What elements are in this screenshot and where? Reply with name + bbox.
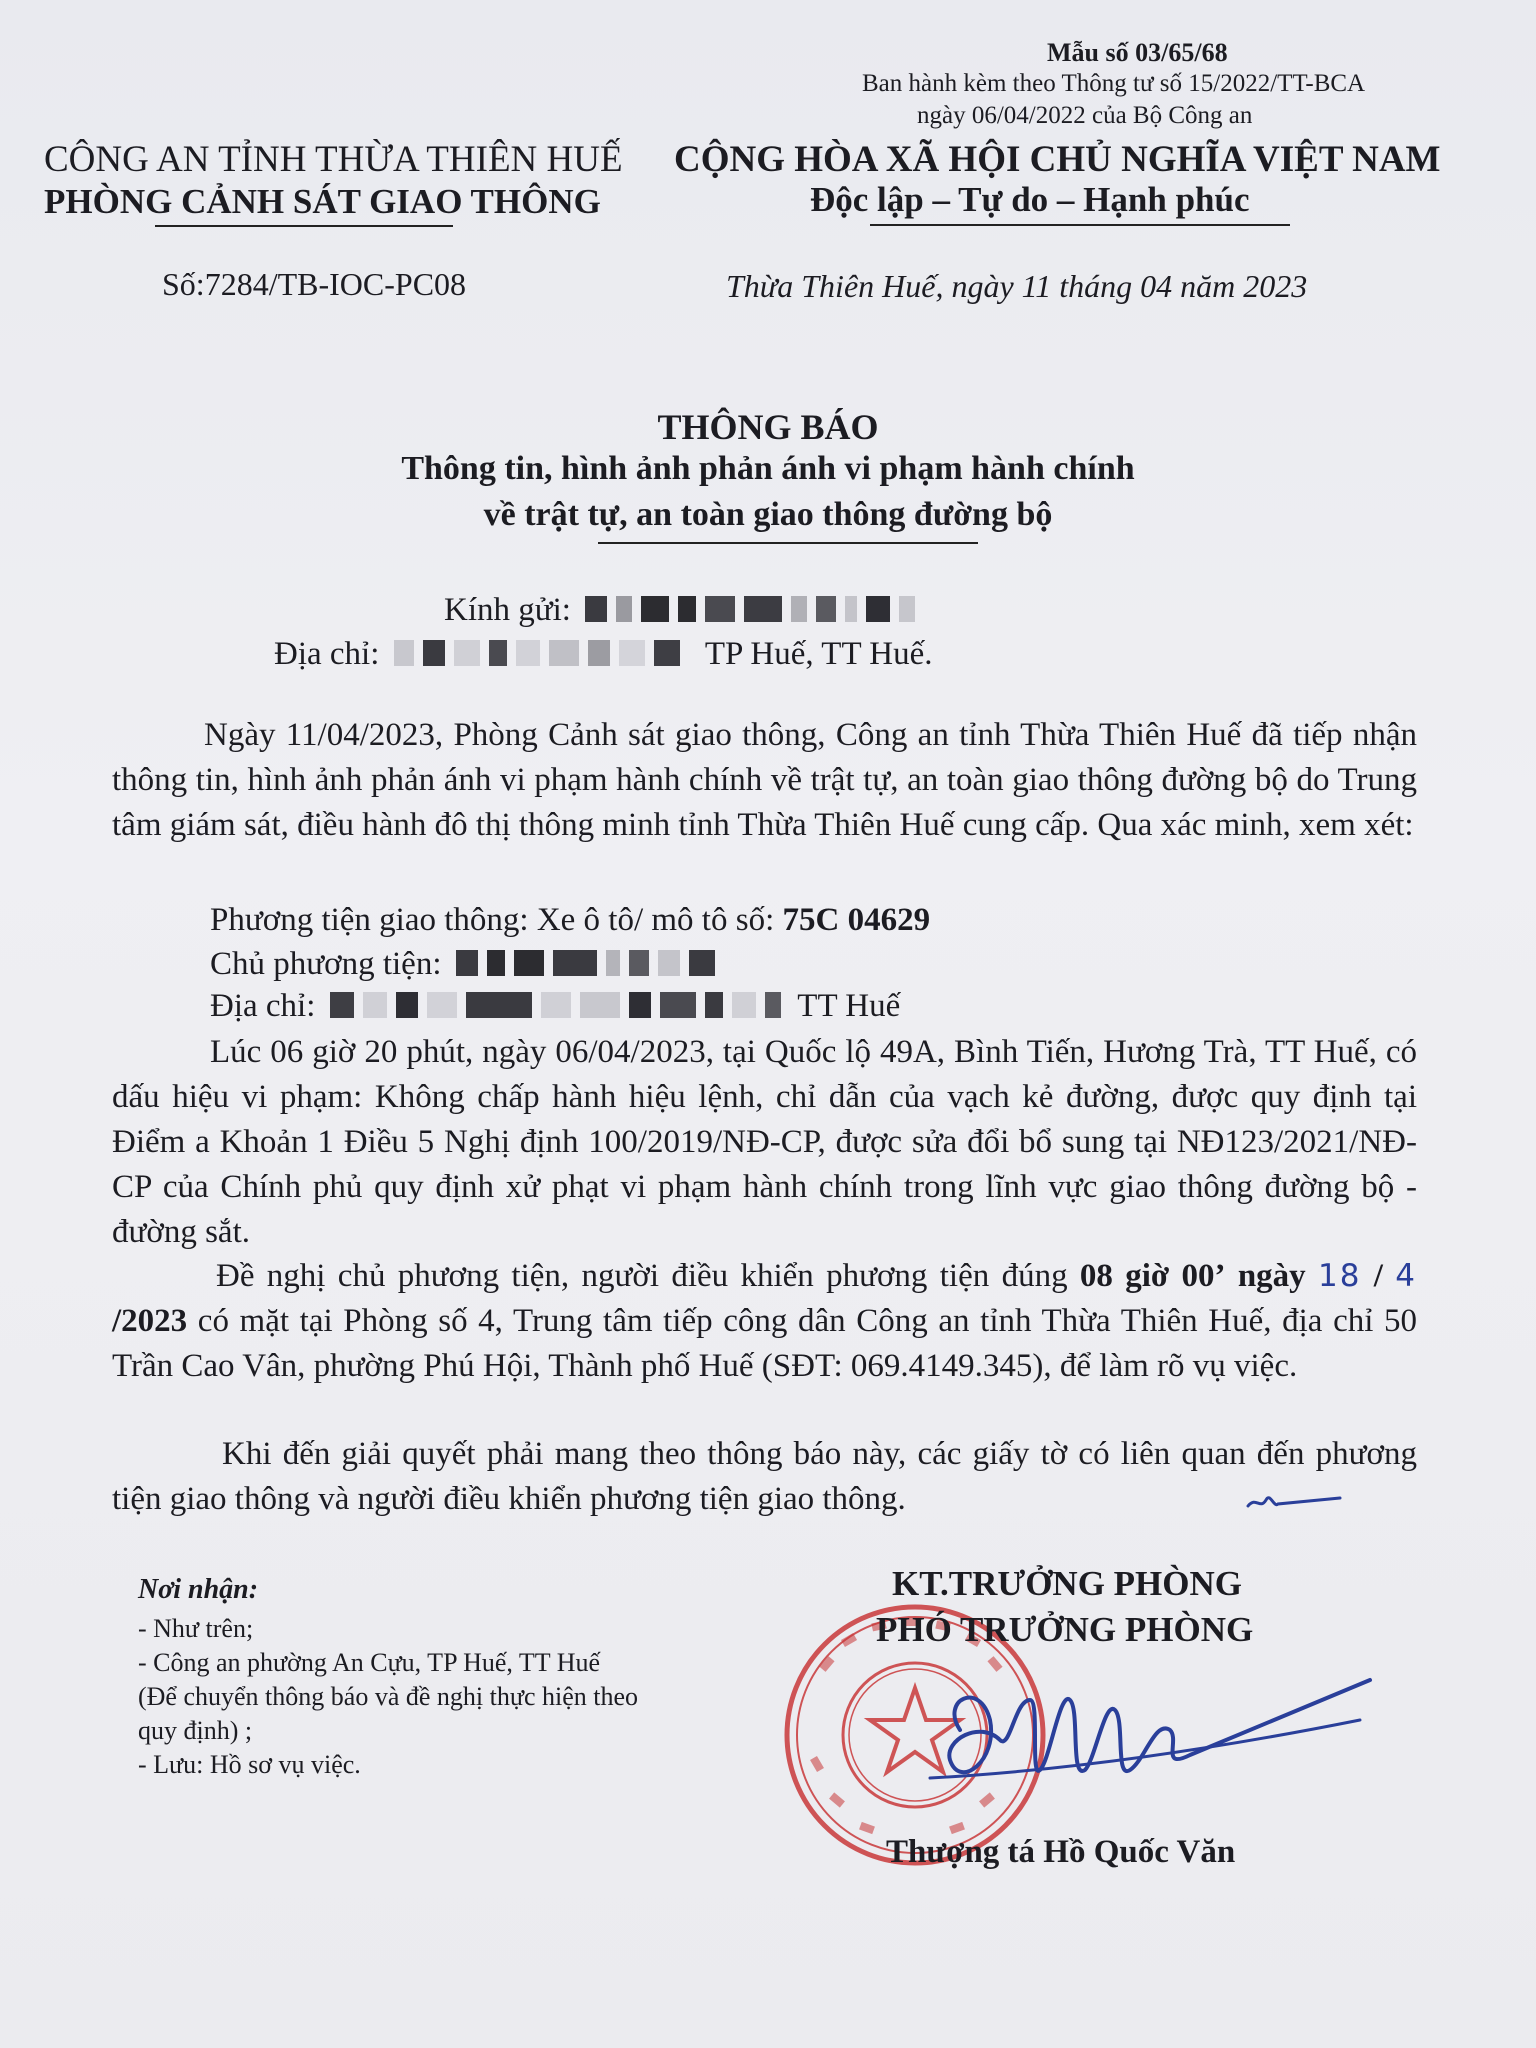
document-number: Số:7284/TB-IOC-PC08 [162,266,467,302]
redacted-address [394,638,689,675]
issued-by-line1: Ban hành kèm theo Thông tư số 15/2022/TT-BCA [862,70,1366,97]
recipient-label: Kính gửi: [444,592,571,628]
recipient-address-line [274,636,933,675]
vehicle-line [210,902,930,939]
redacted-owner-name [456,948,724,985]
vehicle-plate: 75C 04629 [782,902,931,938]
recipient-item: (Để chuyển thông báo và đề nghị thực hiện theo [138,1682,639,1711]
body-paragraph-2: Lúc 06 giờ 20 phút, ngày 06/04/2023, tại Quốc lộ 49A, Bình Tiến, Hương Trà, TT Huế, có dấu hiệu vi phạm: Không chấp hành hiệu lệnh, chỉ dẫn của vạch kẻ đường, được quy định tại Điểm a Khoản 1 Điều 5 Nghị định 100/2019/NĐ-CP, được sửa đổi bổ sung tại NĐ123/2021/NĐ-CP của Chính phủ quy định xử phạt vi phạm hành chính trong lĩnh vực giao thông đường bộ - đường sắt. [112,1034,1417,1250]
title-underline [598,542,978,544]
recipient-item: - Công an phường An Cựu, TP Huế, TT Huế [138,1648,601,1677]
owner-address-province: TT Huế [797,988,901,1024]
form-number: Mẫu số 03/65/68 [1047,38,1228,67]
signature-title-line1: KT.TRƯỞNG PHÒNG [892,1564,1242,1603]
signature-title-line2: PHÓ TRƯỞNG PHÒNG [876,1610,1254,1649]
redacted-recipient-name [585,594,924,631]
handwritten-day: 18 [1318,1258,1362,1294]
address-label: Địa chỉ: [274,636,380,672]
handwritten-month: 4 [1395,1258,1418,1294]
date-separator: / [1373,1258,1383,1294]
appointment-day-label: ngày [1237,1258,1306,1294]
motto-underline [870,224,1290,226]
document-subtitle-line1: Thông tin, hình ảnh phản ánh vi phạm hành chính [401,450,1135,487]
document-subtitle-line2: về trật tự, an toàn giao thông đường bộ [483,496,1053,533]
issued-by-line2: ngày 06/04/2022 của Bộ Công an [917,102,1253,129]
appointment-year: /2023 [112,1303,188,1339]
owner-label: Chủ phương tiện: [210,946,442,982]
place-date: Thừa Thiên Huế, ngày 11 tháng 04 năm 2023 [726,268,1308,304]
handwritten-mark [1244,1480,1344,1530]
document-title: THÔNG BÁO [657,407,879,447]
nation-name: CỘNG HÒA XÃ HỘI CHỦ NGHĨA VIỆT NAM [674,139,1441,180]
recipient-line [444,592,924,631]
appointment-intro: Đề nghị chủ phương tiện, người điều khiển phương tiện đúng [216,1258,1068,1294]
vehicle-label: Phương tiện giao thông: Xe ô tô/ mô tô số: [210,902,775,938]
body-paragraph-4: Khi đến giải quyết phải mang theo thông báo này, các giấy tờ có liên quan đến phương tiện giao thông và người điều khiển phương tiện giao thông. [112,1436,1417,1517]
appointment-time: 08 giờ 00’ [1079,1258,1226,1294]
body-paragraph-3 [112,1254,1417,1389]
body-paragraph-1: Ngày 11/04/2023, Phòng Cảnh sát giao thông, Công an tỉnh Thừa Thiên Huế đã tiếp nhận thông tin, hình ảnh phản ánh vi phạm hành chính về trật tự, an toàn giao thông đường bộ do Trung tâm giám sát, điều hành đô thị thông minh tỉnh Thừa Thiên Huế cung cấp. Qua xác minh, xem xét: [112,717,1417,843]
recipient-item: - Như trên; [138,1614,254,1643]
department-name: PHÒNG CẢNH SÁT GIAO THÔNG [44,182,601,221]
agency-underline [155,225,453,227]
redacted-owner-address [330,990,790,1027]
owner-line [210,946,724,985]
recipient-item: - Lưu: Hồ sơ vụ việc. [138,1750,361,1779]
address-city: TP Huế, TT Huế. [704,636,933,672]
nation-motto: Độc lập – Tự do – Hạnh phúc [810,180,1250,219]
signer-name: Thượng tá Hồ Quốc Văn [886,1834,1236,1870]
owner-address-label: Địa chỉ: [210,988,316,1024]
agency-name: CÔNG AN TỈNH THỪA THIÊN HUẾ [44,139,623,180]
recipients-label: Nơi nhận: [138,1574,259,1605]
handwritten-signature-icon [920,1660,1380,1810]
appointment-details: có mặt tại Phòng số 4, Trung tâm tiếp công dân Công an tỉnh Thừa Thiên Huế, địa chỉ 50 Trần Cao Vân, phường Phú Hội, Thành phố Huế (SĐT: 069.4149.345), để làm rõ vụ việc. [112,1303,1418,1384]
owner-address-line [210,988,900,1027]
recipient-item: quy định) ; [138,1716,253,1745]
